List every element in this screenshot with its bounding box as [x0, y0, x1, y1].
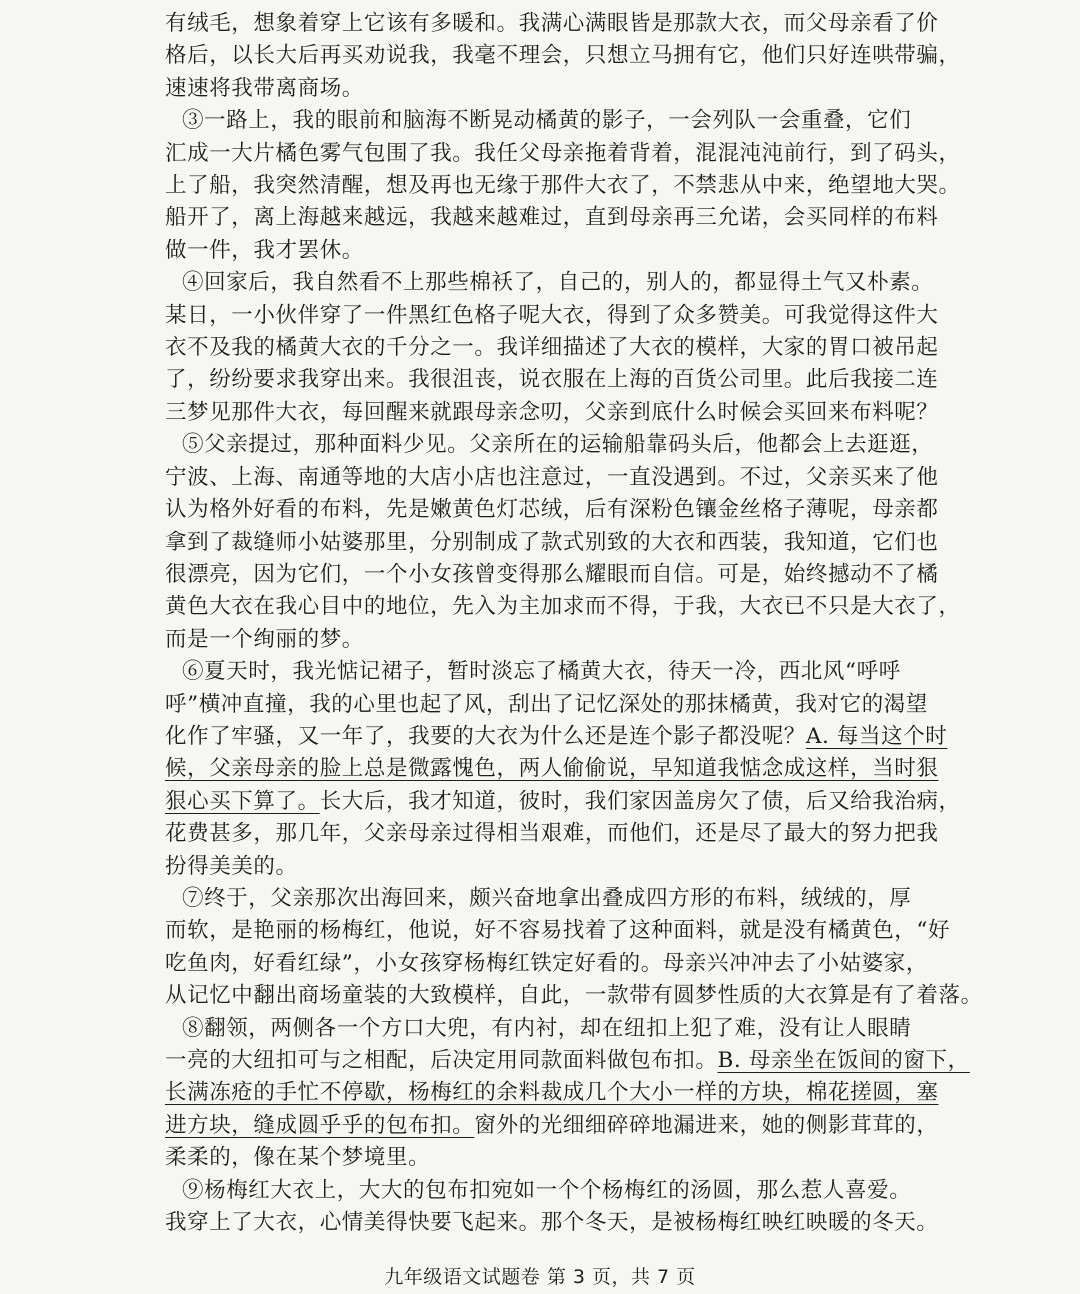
text-line: 扮得美美的。 — [165, 853, 298, 879]
underlined-sentence-a: A. 每当这个时 — [805, 723, 948, 749]
underlined-sentence-a: 狠心买下算了。 — [165, 788, 320, 814]
paragraph-4 — [165, 267, 939, 429]
text-line: 而软，是艳丽的杨梅红，他说，好不容易找着了这种面料，就是没有橘黄色，“好 — [165, 918, 951, 944]
text-segment: 一亮的大纽扣可与之相配，后决定用同款面料做包布扣。 — [165, 1048, 718, 1073]
text-line — [165, 1077, 939, 1109]
text-line: 上了船，我突然清醒，想及再也无缘于那件大衣了，不禁悲从中来，绝望地大哭。 — [165, 173, 961, 199]
text-line — [165, 786, 961, 818]
text-line: 呼”横冲直撞，我的心里也起了风，刮出了记忆深处的那抹橘黄，我对它的渴望 — [165, 691, 928, 717]
text-line: ⑥夏天时，我光惦记裙子，暂时淡忘了橘黄大衣，待天一冷，西北风“呼呼 — [182, 659, 901, 685]
text-segment: 化作了牢骚，又一年了，我要的大衣为什么还是连个影子都没呢？ — [165, 723, 806, 749]
text-line: 汇成一大片橘色雾气包围了我。我任父母亲拖着背着，混混沌沌前行，到了码头， — [165, 140, 961, 166]
text-line: ④回家后，我自然看不上那些棉袄了，自己的，别人的，都显得土气又朴素。 — [182, 270, 934, 296]
text-line: 宁波、上海、南通等地的大店小店也注意过，一直没遇到。不过，父亲买来了他 — [165, 464, 939, 490]
text-line: 衣不及我的橘黄大衣的千分之一。我详细描述了大衣的模样，大家的胃口被吊起 — [165, 335, 939, 361]
text-line: 速速将我带离商场。 — [165, 75, 364, 101]
text-line: 三梦见那件大衣，每回醒来就跟母亲念叨，父亲到底什么时候会买回来布料呢？ — [165, 399, 939, 425]
text-line — [165, 1045, 970, 1077]
text-line: 认为格外好看的布料，先是嫩黄色灯芯绒，后有深粉色镶金丝格子薄呢，母亲都 — [165, 497, 939, 523]
paragraph-5 — [165, 429, 961, 656]
text-line: ③一路上，我的眼前和脑海不断晃动橘黄的影子，一会列队一会重叠，它们 — [182, 108, 912, 134]
text-line: 从记忆中翻出商场童装的大致模样，自此，一款带有圆梦性质的大衣算是有了着落。 — [165, 983, 983, 1009]
text-line: ⑦终于，父亲那次出海回来，颇兴奋地拿出叠成四方形的布料，绒绒的，厚 — [182, 885, 912, 911]
text-line: 我穿上了大衣，心情美得快要飞起来。那个冬天，是被杨梅红映红映暖的冬天。 — [165, 1210, 939, 1236]
text-line: 有绒毛，想象着穿上它该有多暖和。我满心满眼皆是那款大衣，而父母亲看了价 — [165, 11, 939, 36]
text-line: 了，纷纷要求我穿出来。我很沮丧，说衣服在上海的百货公司里。此后我接二连 — [165, 367, 939, 393]
text-line: 花费甚多，那几年，父亲母亲过得相当艰难，而他们，还是尽了最大的努力把我 — [165, 821, 939, 847]
paragraph-8 — [165, 1013, 970, 1175]
text-segment: 窗外的光细细碎碎地漏进来，她的侧影茸茸的， — [474, 1112, 939, 1138]
paragraph-continuation — [165, 8, 961, 105]
paragraph-6 — [165, 656, 961, 883]
text-line — [165, 721, 948, 753]
page-footer: 九年级语文试题卷 第 3 页，共 7 页 — [384, 1266, 696, 1288]
underlined-sentence-b: 进方块，缝成圆乎乎的包布扣。 — [165, 1112, 475, 1138]
text-line: ⑧翻领，两侧各一个方口大兜，有内衬，却在纽扣上犯了难，没有让人眼睛 — [182, 1015, 912, 1041]
paragraph-3 — [165, 105, 961, 267]
text-line: 吃鱼肉，好看红绿”，小女孩穿杨梅红铁定好看的。母亲兴冲冲去了小姑婆家， — [165, 950, 928, 976]
text-line: 某日，一小伙伴穿了一件黑红色格子呢大衣，得到了众多赞美。可我觉得这件大 — [165, 302, 939, 328]
text-line — [165, 1110, 939, 1142]
text-line: 格后，以长大后再买劝说我，我毫不理会，只想立马拥有它，他们只好连哄带骗， — [165, 43, 961, 69]
text-line: 黄色大衣在我心目中的地位，先入为主加求而不得，于我，大衣已不只是大衣了， — [165, 594, 961, 620]
underlined-sentence-b: 长满冻疮的手忙不停歇，杨梅红的余料裁成几个大小一样的方块，棉花搓圆，塞 — [165, 1080, 939, 1106]
text-line: 做一件，我才罢休。 — [165, 237, 364, 263]
underlined-sentence-a: 候，父亲母亲的脸上总是微露愧色，两人偷偷说，早知道我惦念成这样，当时狠 — [165, 756, 939, 782]
text-line — [165, 753, 939, 785]
text-line: 而是一个绚丽的梦。 — [165, 626, 364, 652]
text-line: 柔柔的，像在某个梦境里。 — [165, 1145, 431, 1171]
text-segment: 长大后，我才知道，彼时，我们家因盖房欠了债，后又给我治病， — [319, 788, 961, 814]
text-line: ⑤父亲提过，那种面料少见。父亲所在的运输船靠码头后，他都会上去逛逛， — [182, 432, 934, 458]
text-line: ⑨杨梅红大衣上，大大的包布扣宛如一个个杨梅红的汤圆，那么惹人喜爱。 — [182, 1177, 912, 1203]
text-line: 船开了，离上海越来越远，我越来越难过，直到母亲再三允诺，会买同样的布料 — [165, 205, 939, 231]
underlined-sentence-b: B. 母亲坐在饭间的窗下， — [717, 1048, 970, 1073]
text-line: 拿到了裁缝师小姑婆那里，分别制成了款式别致的大衣和西装，我知道，它们也 — [165, 529, 939, 555]
paragraph-7 — [165, 883, 983, 1013]
paragraph-9 — [165, 1175, 939, 1240]
text-line: 很漂亮，因为它们，一个小女孩曾变得那么耀眼而自信。可是，始终撼动不了橘 — [165, 561, 939, 587]
